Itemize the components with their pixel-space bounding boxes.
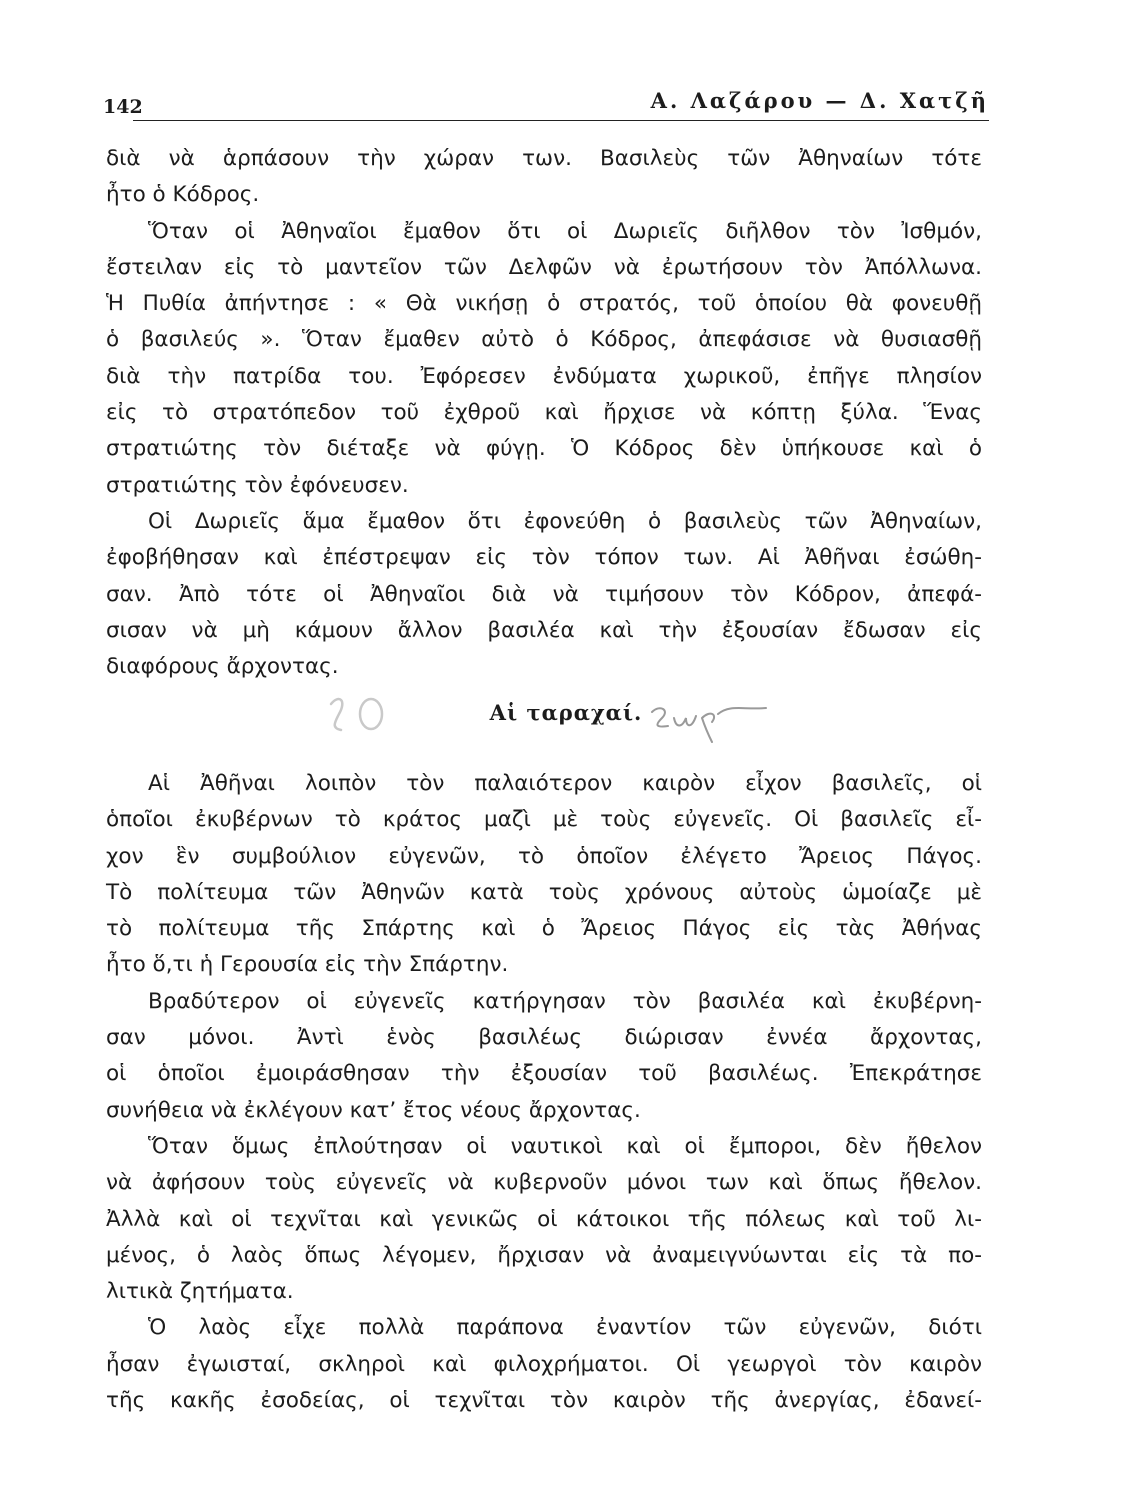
text-line: τῆς κακῆς ἐσοδείας, οἱ τεχνῖται τὸν καιρὸν τῆς ἀνεργίας, ἐδανεί- bbox=[106, 1388, 982, 1414]
page-number: 142 bbox=[103, 96, 143, 118]
text-line: οἱ ὁποῖοι ἐμοιράσθησαν τὴν ἐξουσίαν τοῦ βασιλέως. Ἐπεκράτησε bbox=[106, 1061, 982, 1087]
text-line: ἦσαν ἐγωισταί, σκληροὶ καὶ φιλοχρήματοι. Οἱ γεωργοὶ τὸν καιρὸν bbox=[106, 1351, 982, 1377]
text-line: στρατιώτης τὸν διέταξε νὰ φύγῃ. Ὁ Κόδρος δὲν ὑπήκουσε καὶ ὁ bbox=[106, 436, 982, 462]
text-line: ὁποῖοι ἐκυβέρνων τὸ κράτος μαζὶ μὲ τοὺς εὐγενεῖς. Οἱ βασιλεῖς εἶ- bbox=[106, 807, 982, 833]
text-line: νὰ ἀφήσουν τοὺς εὐγενεῖς νὰ κυβερνοῦν μόνοι των καὶ ὅπως ἤθελον. bbox=[106, 1170, 982, 1196]
text-line: ἦτο ὅ,τι ἡ Γερουσία εἰς τὴν Σπάρτην. bbox=[106, 952, 509, 978]
text-line: Ὅταν ὅμως ἐπλούτησαν οἱ ναυτικοὶ καὶ οἱ ἔμποροι, δὲν ἤθελον bbox=[148, 1133, 982, 1159]
text-line: συνήθεια νὰ ἐκλέγουν κατ’ ἔτος νέους ἄρχοντας. bbox=[106, 1097, 641, 1123]
page-header bbox=[103, 82, 989, 122]
text-line: Ὅταν οἱ Ἀθηναῖοι ἔμαθον ὅτι οἱ Δωριεῖς διῆλθον τὸν Ἰσθμόν, bbox=[148, 218, 982, 244]
text-line: ἔστειλαν εἰς τὸ μαντεῖον τῶν Δελφῶν νὰ ἐρωτήσουν τὸν Ἀπόλλωνα. bbox=[106, 254, 982, 280]
body-text-top bbox=[106, 141, 982, 685]
text-line: ὁ βασιλεύς ». Ὅταν ἔμαθεν αὐτὸ ὁ Κόδρος, ἀπεφάσισε νὰ θυσιασθῇ bbox=[106, 327, 982, 353]
text-line: σισαν νὰ μὴ κάμουν ἄλλον βασιλέα καὶ τὴν ἐξουσίαν ἔδωσαν εἰς bbox=[106, 617, 982, 643]
text-line: στρατιώτης τὸν ἐφόνευσεν. bbox=[106, 472, 409, 498]
text-line: Ἀλλὰ καὶ οἱ τεχνῖται καὶ γενικῶς οἱ κάτοικοι τῆς πόλεως καὶ τοῦ λι- bbox=[106, 1206, 982, 1232]
text-line: Τὸ πολίτευμα τῶν Ἀθηνῶν κατὰ τοὺς χρόνους αὐτοὺς ὡμοίαζε μὲ bbox=[106, 879, 982, 905]
running-head-authors: Α. Λαζάρου — Δ. Χατζῆ bbox=[650, 88, 989, 113]
text-line: διαφόρους ἄρχοντας. bbox=[106, 654, 339, 680]
text-line: σαν. Ἀπὸ τότε οἱ Ἀθηναῖοι διὰ νὰ τιμήσουν τὸν Κόδρον, ἀπεφά- bbox=[106, 581, 982, 607]
text-line: Βραδύτερον οἱ εὐγενεῖς κατήργησαν τὸν βασιλέα καὶ ἐκυβέρνη- bbox=[148, 988, 982, 1014]
text-line: Ἡ Πυθία ἀπήντησε : « Θὰ νικήσῃ ὁ στρατός, τοῦ ὁποίου θὰ φονευθῇ bbox=[106, 291, 982, 317]
pencil-mark-numeral bbox=[325, 690, 395, 738]
section-heading: Αἱ ταραχαί. bbox=[489, 700, 643, 725]
text-line: Ὁ λαὸς εἶχε πολλὰ παράπονα ἐναντίον τῶν εὐγενῶν, διότι bbox=[148, 1315, 982, 1341]
text-line: τὸ πολίτευμα τῆς Σπάρτης καὶ ὁ Ἄρειος Πάγος εἰς τὰς Ἀθήνας bbox=[106, 916, 982, 942]
text-line: λιτικὰ ζητήματα. bbox=[106, 1279, 294, 1305]
header-rule bbox=[133, 120, 989, 121]
handwritten-scribble bbox=[648, 700, 770, 744]
text-line: χον ἓν συμβούλιον εὐγενῶν, τὸ ὁποῖον ἐλέγετο Ἄρειος Πάγος. bbox=[106, 843, 982, 869]
text-line: ἐφοβήθησαν καὶ ἐπέστρεψαν εἰς τὸν τόπον των. Αἱ Ἀθῆναι ἐσώθη- bbox=[106, 545, 982, 571]
body-text-bottom bbox=[106, 766, 982, 1419]
text-line: μένος, ὁ λαὸς ὅπως λέγομεν, ἤρχισαν νὰ ἀναμειγνύωνται εἰς τὰ πο- bbox=[106, 1242, 982, 1268]
text-line: σαν μόνοι. Ἀντὶ ἑνὸς βασιλέως διώρισαν ἐννέα ἄρχοντας, bbox=[106, 1025, 982, 1051]
text-line: διὰ νὰ ἁρπάσουν τὴν χώραν των. Βασιλεὺς τῶν Ἀθηναίων τότε bbox=[106, 146, 982, 171]
text-line: Αἱ Ἀθῆναι λοιπὸν τὸν παλαιότερον καιρὸν εἶχον βασιλεῖς, οἱ bbox=[148, 771, 982, 796]
text-line: εἰς τὸ στρατόπεδον τοῦ ἐχθροῦ καὶ ἤρχισε νὰ κόπτῃ ξύλα. Ἕνας bbox=[106, 400, 982, 426]
text-line: διὰ τὴν πατρίδα του. Ἐφόρεσεν ἐνδύματα χωρικοῦ, ἐπῆγε πλησίον bbox=[106, 363, 982, 389]
text-line: ἦτο ὁ Κόδρος. bbox=[106, 182, 260, 208]
text-line: Οἱ Δωριεῖς ἅμα ἔμαθον ὅτι ἐφονεύθη ὁ βασιλεὺς τῶν Ἀθηναίων, bbox=[148, 508, 982, 534]
